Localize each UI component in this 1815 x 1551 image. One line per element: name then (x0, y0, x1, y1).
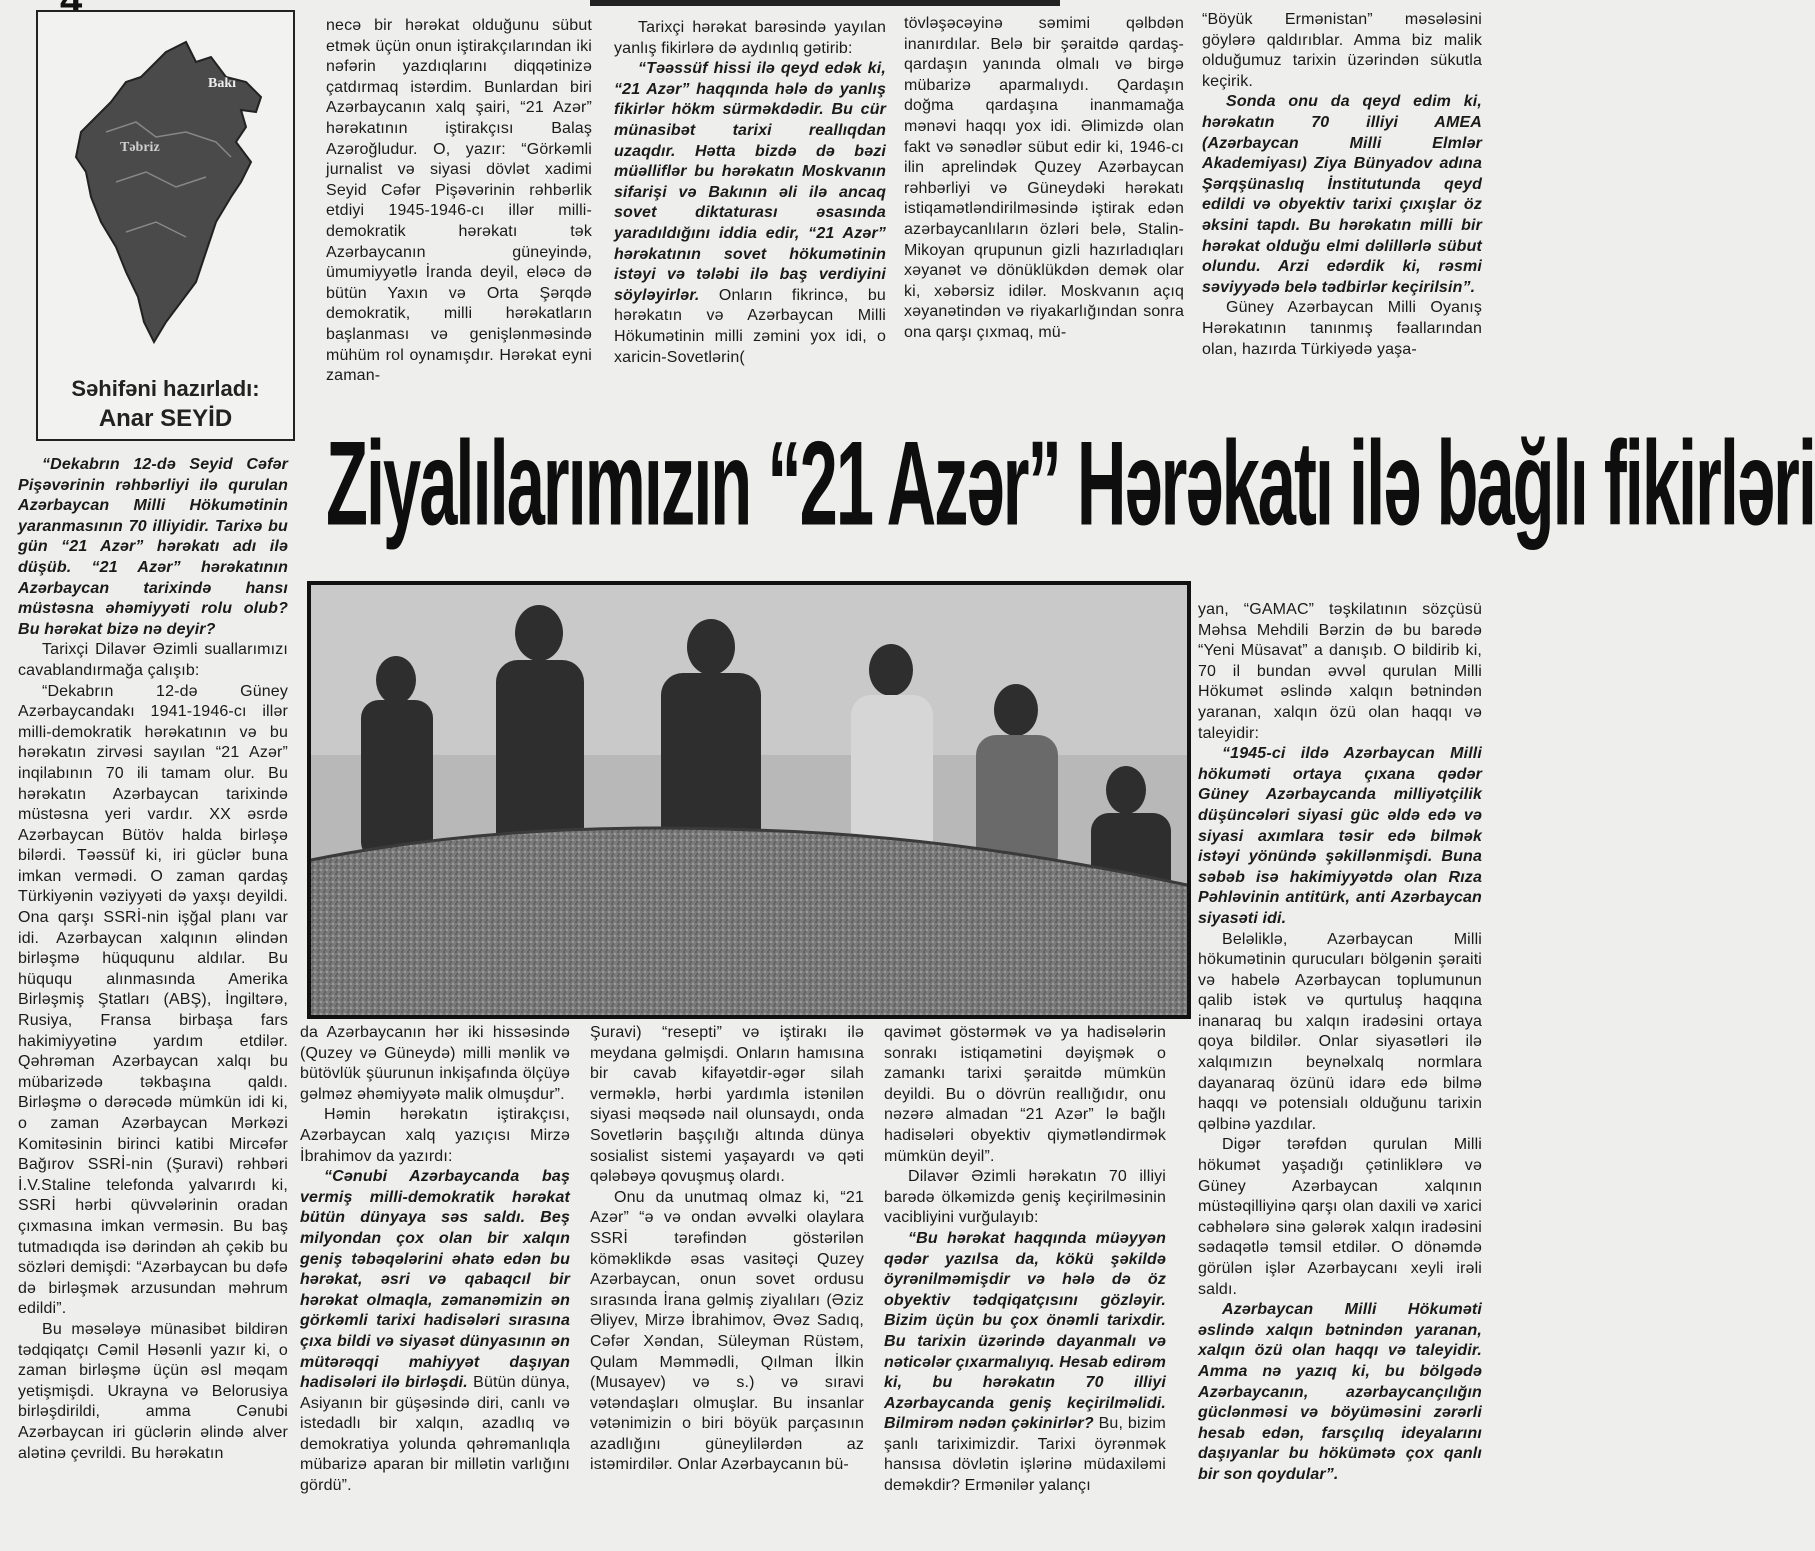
paragraph: Digər tərəfdən qurulan Milli hökumət yaşadığı çətinliklərə və Güney Azərbaycan xalqının müstəqilliyinə qarşı olan daxili və xarici cəbhələrə sinə gələrək xalqın iradəsini sədaqətlə təmsil etdilər. O dönəmdə görülən işlər Azərbaycanı xeyli irəli saldı. (1198, 1136, 1482, 1298)
column-3-top (614, 18, 886, 368)
lead-question: “Dekabrın 12-də Seyid Cəfər Pişəvərinin rəhbərliyi ilə qurulan Azərbaycan Milli Hökumətinin yaranmasının 70 illiyidir. Tarixə bu gün “21 Azər” hərəkatı adı ilə düşüb. “21 Azər” hərəkatının Azərbaycan tarixində hansı müstəsna əhəmiyyəti rolu olub? Bu hərəkat bizə nə deyir? (18, 456, 288, 638)
paragraph: Tarixçi hərəkat barəsində yayılan yanlış fikirlərə də aydınlıq gətirib: (614, 19, 886, 57)
headline: Ziyalılarımızın “21 Azər” Hərəkatı ilə bağlı fikirləri (326, 417, 1815, 551)
column-4-top (904, 14, 1184, 344)
column-5-bottom (1198, 600, 1482, 1486)
column-2-top (326, 16, 592, 387)
quote: “Təəssüf hissi ilə qeyd edək ki, “21 Azər” haqqında hələ də yanlış fikirlər hökm sürməkdədir. Bu cür münasibət tarixi reallıqdan uzaqdır. Hətta bizdə də bəzi müəlliflər bu hərəkatın Moskvanın sifarişi və Bakının əli ilə ancaq sovet diktaturası əsasında yaradıldığını iddia edir, “21 Azər” hərəkatının sovet hökumətinin istəyi və tələbi ilə baş verdiyini söyləyirlər. (614, 60, 886, 304)
column-2-bottom (300, 1023, 570, 1497)
quote: “1945-ci ildə Azərbaycan Milli hökuməti ortaya çıxana qədər Güney Azərbaycanda milliyətçilik düşüncələri siyasi güc əldə edə və siyasi axımlara təsir edə bilmək istəyi yönündə şəkillənmişdi. Buna səbəb isə hakimiyyətdə olan Rıza Pəhləvinin antitürk, anti Azərbaycan siyasəti idi. (1198, 745, 1482, 927)
map-label-baki: Bakı (208, 76, 237, 91)
historical-photo (307, 581, 1191, 1019)
paragraph-continuation: Bu, bizim şanlı tariximizdir. Tarixi öyrənmək hansısa dövlətin işlərinə müdaxiləmi deməkdir? Ermənilər yalançı (884, 1415, 1166, 1495)
paragraph: Dilavər Əzimli hərəkatın 70 illiyi barədə ölkəmizdə geniş keçirilməsinin vacibliyini vurğulayıb: (884, 1168, 1166, 1227)
map-label-tebriz: Təbriz (120, 140, 160, 155)
column-3-bottom (590, 1023, 864, 1476)
azerbaijan-map-image (46, 22, 286, 362)
paragraph-continuation: Bütün dünya, Asiyanın bir güşəsində diri, canlı və istedadlı bir xalqın, azadlıq və demokratiya yolunda qəhrəmanlıqla mübarizə aparan bir millətin varlığını gördü”. (300, 1374, 570, 1495)
paragraph: tövləşəcəyinə səmimi qəlbdən inanırdılar. Belə bir şəraitdə qardaş-qardaşın yanında olmalı və birgə mübarizə aparmalıydı. Qardaşın doğma qardaşına inanmamağa mənəvi haqqı yox idi. Əlimizdə olan fakt və sənədlər sübut edir ki, 1946-cı ilin aprelindək Quzey Azərbaycan rəhbərliyi və Güneydəki hərəkatı istiqamətləndirilməsində iştirak edən azərbaycanlıların özləri belə, Stalin-Mikoyan qrupunun gizli hazırladıqları xəyanət və dönüklükdən demək olar ki, xəbərsiz idilər. Moskvanın açıq xəyanətindən və riyakarlığından sonra ona qarşı çıxmaq, mü- (904, 15, 1184, 341)
column-5-top (1202, 10, 1482, 360)
photo-image (311, 585, 1187, 1015)
paragraph: yan, “GAMAC” təşkilatının sözçüsü Məhsa Mehdili Bərzin də bu barədə “Yeni Müsavat” a danışıb. O bildirib ki, 70 il bundan əvvəl qurulan Milli Hökumət əslində xalqın bətnindən yaranan, xalqın özü olan haqqı və taleyidir: (1198, 601, 1482, 742)
paragraph: Onu da unutmaq olmaz ki, “21 Azər” “ə və ondan əvvəlki olaylara SSRİ tərəfindən göstərilən köməklikdə əsas vasitəçi Quzey Azərbaycan, onun sovet ordusu sırasında İrana gəlmiş ziyalıları (Əziz Əliyev, Mirzə İbrahimov, Əvəz Sadıq, Cəfər Xəndan, Süleyman Rüstəm, Qulam Məmmədli, Qılman İlkin (Musayev) və s.) və sıravi vətəndaşları olmuşlar. Bu insanlar vətənimizin o biri böyük parçasının azadlığını güneylilərdən az istəmirdilər. Onlar Azərbaycanın bü- (590, 1188, 864, 1474)
quote: Sonda onu da qeyd edim ki, hərəkatın 70 illiyi AMEA (Azərbaycan Milli Elmlər Akademiyası) Ziya Bünyadov adına Şərqşünaslıq İnstitutunda qeyd edildi və obyektiv tarixi çıxışlar öz əksini tapdı. Bu hərəkatın milli bir hərəkat olduğu elmi dəlillərlə sübut olundu. Arzi edərdik ki, rəsmi səviyyədə belə tədbirlər keçirilsin”. (1202, 93, 1482, 296)
paragraph: necə bir hərəkat olduğunu sübut etmək üçün onun iştirakçılarından iki nəfərin yazdıqlarını diqqətinizə çatdırmaq istərdim. Bunlardan biri Azərbaycanın xalq şairi, “21 Azər” hərəkatının iştirakçısı Balaş Azəroğludur. O, yazır: “Görkəmli jurnalist və siyasi dövlət xadimi Seyid Cəfər Pişəvərinin rəhbərlik etdiyi 1945-1946-cı illər milli-demokratik hərəkatı tək Azərbaycanın güneyində, ümumiyyətlə İranda deyil, eləcə də bütün Yaxın və Orta Şərqdə demokratik, milli hərəkatların başlanması və genişlənməsində mühüm rol oynamışdır. Hərəkat eyni zaman- (326, 17, 592, 385)
paragraph: Şuravi) “resepti” və iştirakı ilə meydana gəlmişdi. Onların hamısına bir cavab kifayətdir-əgər silah verməklə, hərbi yardımla istənilən siyasi məqsədə nail olunsaydı, onda Sovetlərin başçılığı altında dünya sosialist sistemi yaşayardı və qəti qələbəyə qovuşmuş olardı. (590, 1024, 864, 1186)
paragraph: “Dekabrın 12-də Güney Azərbaycandakı 1941-1946-cı illər milli-demokratik hərəkatının və bu hərəkatın zirvəsi sayılan “21 Azər” inqilabının 70 ili tamam olur. Bu hərəkatın Azərbaycan tarixində müstəsna yeri vardır. XX əsrdə Azərbaycan Bütöv halda birləşə bilərdi. Təəssüf ki, iri güclər buna imkan vermədi. O zaman qardaş Türkiyənin vəziyyəti də yaxşı deyildi. Ona qarşı SSRİ-nin işğal planı var idi. Azərbaycan xalqının əlindən birləşmə hüququnu aldılar. Bu hüququ alınmasında Amerika Birləşmiş Ştatları (ABŞ), İngiltərə, Rusiya, Fransa birbaşa fars hakimiyyətinə yardım etdilər. Qəhrəman Azərbaycan xalqı bu mübarizədə təkbaşına qaldı. Birləşmə o dərəcədə mümkün idi ki, o zaman Azərbaycan Mərkəzi Komitəsinin birinci katibi Mircəfər Bağırov SSRİ-nin (Şuravi) rəhbəri İ.V.Staline telefonda yalvarırdı ki, SSRİ hərbi qüvvələrinin oradan çıxmasına imkan verməsin. Bu baş tutmadıqda isə dərindən ah çəkib bu sözləri demişdi: “Azərbaycan bu dəfə də birləşmək arzusundan məhrum edildi”. (18, 682, 288, 1318)
map-panel (36, 10, 295, 441)
quote: Azərbaycan Milli Hökuməti əslində xalqın bətnindən yaranan, xalqın özü olan haqqı və taleyidir. Amma nə yazıq ki, bu bölgədə Azərbaycanın, azərbaycançılığın güclənməsi və böyüməsini zərərli hesab edən, farsçılıq ideyalarını daşıyanlar bu hökümətə çox qanlı bir son qoydular”. (1198, 1301, 1482, 1483)
credit-author: Anar SEYİD (98, 405, 233, 432)
column-4-bottom (884, 1023, 1166, 1497)
paragraph: da Azərbaycanın hər iki hissəsində (Quzey və Güneydə) milli mənlik və bütövlük şüurunun inkişafında ölçüyə gəlməz əhəmiyyətə malik olmuşdur”. (300, 1024, 570, 1103)
column-1 (18, 455, 288, 1464)
quote: “Bu hərəkat haqqında müəyyən qədər yazılsa da, kökü şəkildə öyrənilməmişdir və hələ də öz obyektiv tədqiqatçısını gözləyir. Bizim üçün bu çox önəmli tarixdir. Bu tarixin üzərində dayanmalı və nəticələr çıxarmalıyıq. Hesab edirəm ki, bu hərəkatın 70 illiyi Azərbaycanda geniş keçirilməlidi. Bilmirəm nədən çəkinirlər? (884, 1229, 1166, 1433)
credit-label: Səhifəni hazırladı: (71, 376, 260, 401)
paragraph: Güney Azərbaycan Milli Oyanış Hərəkatının tanınmış fəallarından olan, hazırda Türkiyədə yaşa- (1202, 299, 1482, 358)
paragraph: Bu məsələyə münasibət bildirən tədqiqatçı Cəmil Həsənli yazır ki, o zaman birləşmə üçün əsl məqam yetişmişdi. Ukrayna və Belorusiya birləşdirildi, amma Cənubi Azərbaycan iri güclərin əlində alver alətinə çevrildi. Bu hərəkatın (18, 1320, 288, 1462)
paragraph: Beləliklə, Azərbaycan Milli hökumətinin qurucuları bölgənin şəraiti və habelə Azərbaycan toplumunun qalib istək və qurtuluş haqqına inanaraq bu xalqın iradəsini ortaya qoya bildilər. Onlar siyasətləri ilə xalqımızın beynəlxalq normlara dayanaraq özünü idarə edə bilmə haqqı və potensialı olduğunu tarixin qəlbinə yazdılar. (1198, 930, 1482, 1133)
paragraph: Həmin hərəkatın iştirakçısı, Azərbaycan xalq yazıçısı Mirzə İbrahimov da yazırdı: (300, 1106, 570, 1165)
paragraph-continuation: Onların fikrincə, bu hərəkatın və Azərbaycan Milli Hökumətinin milli zəmini yox idi, o xaricin-Sovetlərin( (614, 286, 886, 366)
masthead-rule (590, 0, 1060, 6)
quote: “Cənubi Azərbaycanda baş vermiş milli-demokratik hərəkat bütün dünyaya səs saldı. Beş milyondan çox olan bir xalqın geniş təbəqələrini əhatə edən bu hərəkat, əsri və qabaqcıl bir hərəkat olmaqla, zəmanəmizin ən görkəmli tarixi hadisələri sırasına çıxa bildi və siyasət dünyasının ən mütərəqqi mahiyyət daşıyan hadisələri ilə birləşdi. (300, 1168, 570, 1392)
paragraph: qavimət göstərmək və ya hadisələrin sonrakı istiqamətini dəyişmək o zamankı tarixi şəraitdə mümkün deyildi. Bu o dövrün reallığıdır, onu nəzərə almadan “21 Azər” lə bağlı hadisələri obyektiv qiymətləndirmək mümkün deyil”. (884, 1024, 1166, 1165)
paragraph: “Böyük Ermənistan” məsələsini göylərə qaldırıblar. Amma biz malik olduğumuz tarixin üzərindən sükutla keçirik. (1202, 11, 1482, 90)
paragraph: Tarixçi Dilavər Əzimli suallarımızı cavablandırmağa çalışıb: (18, 641, 288, 679)
